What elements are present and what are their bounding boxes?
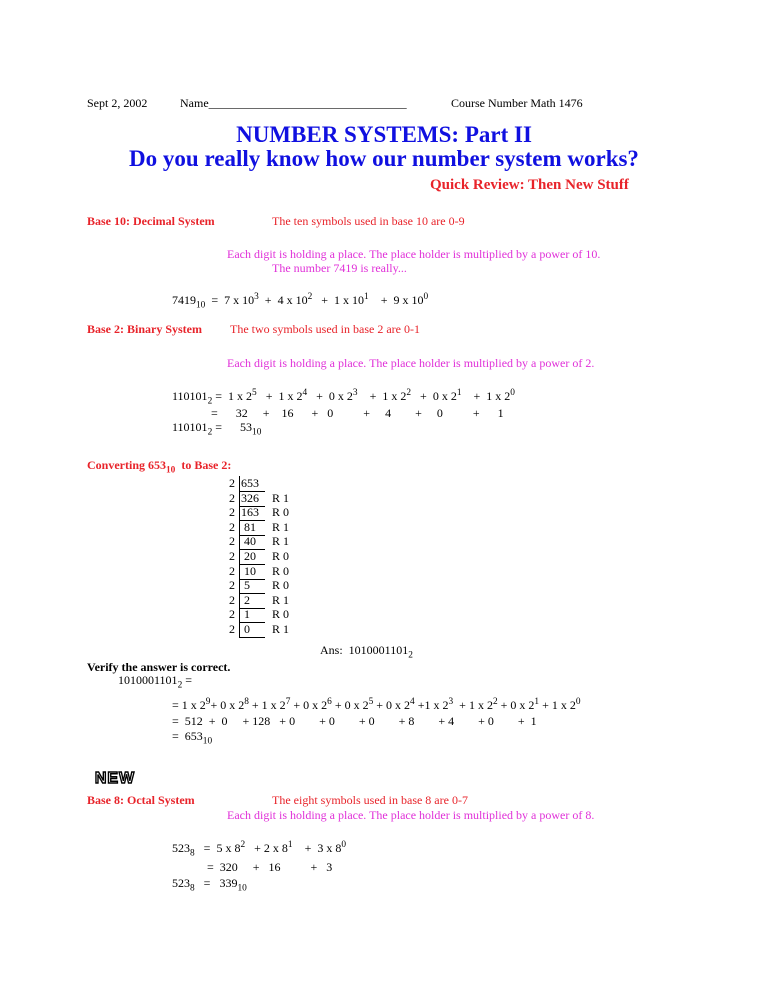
name-field: [180, 96, 407, 111]
remainder: R 0: [272, 607, 290, 622]
divisor: 2: [229, 578, 235, 593]
name-label: Name: [180, 96, 209, 110]
base10-desc-example: The number 7419 is really...: [272, 261, 407, 275]
course-number: Course Number Math 1476: [451, 96, 583, 110]
remainder: R 1: [272, 622, 290, 636]
base2-desc: Each digit is holding a place. The place holder is multiplied by a power of 2.: [227, 356, 595, 370]
quotient: 10: [239, 564, 265, 580]
page-subtitle-question: Do you really know how our number system works?: [129, 146, 639, 171]
new-badge-icon: [88, 769, 142, 786]
review-subtitle: Quick Review: Then New Stuff: [430, 177, 629, 193]
verify-result-base: 10: [202, 736, 213, 747]
verify-result-value: 653: [184, 729, 203, 743]
page-title: NUMBER SYSTEMS: Part II: [236, 122, 532, 147]
octal-result: $523_8 = 339_{10}$: [172, 876, 247, 894]
division-row: [229, 622, 265, 638]
quotient: 81: [239, 520, 265, 536]
verify-heading: Verify the answer is correct.: [87, 660, 231, 674]
conversion-heading-end: to Base 2:: [181, 458, 232, 472]
quotient: 653: [239, 476, 265, 492]
base10-symbols: The ten symbols used in base 10 are 0-9: [272, 214, 465, 228]
octal-result-value: 339: [219, 876, 238, 890]
octal-expansion: $523_8 = 5$ x $8^2 + 2$ x $8^1$ + 3 x $8^0$: [172, 840, 347, 859]
quotient: 5: [239, 578, 265, 594]
quotient: 20: [239, 549, 265, 565]
remainder: R 1: [272, 490, 290, 505]
remainder: R 0: [272, 505, 290, 520]
quotient: 0: [239, 622, 265, 638]
new-badge-text: NEW: [94, 770, 136, 786]
binary-expansion-result: $110101_2$ = $53_{10}$: [172, 420, 262, 438]
base10-desc: Each digit is holding a place. The place holder is multiplied by a power of 10.: [227, 247, 601, 261]
division-row: [229, 491, 265, 507]
quotient: 1: [239, 607, 265, 623]
base8-symbols: The eight symbols used in base 8 are 0-7: [272, 793, 468, 807]
base2-heading: Base 2: Binary System: [87, 322, 202, 336]
verify-values: = 512 + 0 + 128 + 0 + 0 + 0 + 8 + 4 + 0 + 1: [172, 714, 537, 728]
verify-number: [118, 673, 192, 690]
divisor: 2: [229, 476, 235, 490]
verify-equals: =: [185, 673, 193, 687]
quotient: 163: [239, 505, 265, 521]
division-row: [229, 476, 265, 492]
answer-base: 2: [408, 650, 413, 661]
name-line: _________________________________: [208, 96, 407, 110]
date: Sept 2, 2002: [87, 96, 148, 110]
division-row: [229, 505, 265, 521]
division-row: [229, 607, 265, 623]
quotient: 2: [239, 593, 265, 609]
base8-heading: Base 8: Octal System: [87, 793, 195, 807]
divisor: 2: [229, 505, 235, 520]
binary-expansion-line2: = 32 + 16 + 0 + 4 + 0 + 1: [172, 406, 504, 420]
remainder: R 1: [272, 534, 290, 549]
division-row: [229, 578, 265, 594]
quotient: 326: [239, 491, 265, 507]
verify-expansion: = 1 x $2^9+ 0$ x $2^8 + 1$ x $2^7 + 0$ x $2^6 + 0$ x $2^5 + 0$ x $2^4 +1$ x $2^3 + 1$ x $2^2 + 0$ x $2^1 + 1$ x $2^0$: [172, 697, 581, 713]
divisor: 2: [229, 592, 235, 607]
verify-number-value: 1010001101: [118, 673, 178, 687]
division-row: [229, 520, 265, 536]
remainder: R 1: [272, 519, 290, 534]
remainder: R 0: [272, 563, 290, 578]
divisor: 2: [229, 534, 235, 549]
base10-expansion: $7419_{10} = 7$ x $10^3 + 4$ x $10^2 + 1$ x $10^1$ + 9 x $10^0$: [172, 292, 429, 311]
remainder: R 1: [272, 592, 290, 607]
remainder: R 0: [272, 549, 290, 563]
octal-result-base: 10: [237, 883, 247, 894]
division-row: [229, 564, 265, 580]
conversion-number: 653: [148, 458, 166, 472]
division-row: [229, 593, 265, 609]
divisor: 2: [229, 622, 235, 636]
divisor: 2: [229, 549, 235, 563]
octal-base: 8: [190, 848, 195, 859]
conversion-heading-label: Converting: [87, 458, 145, 472]
octal-values: = 320 + 16 + 3: [207, 860, 333, 874]
verify-result: = $653_{10}$: [172, 729, 213, 747]
conversion-base: 10: [166, 465, 176, 476]
verify-number-base: 2: [177, 680, 183, 691]
quotient: 40: [239, 534, 265, 550]
octal-number: 523: [172, 841, 190, 856]
base8-desc: Each digit is holding a place. The place holder is multiplied by a power of 8.: [227, 808, 595, 822]
conversion-answer: [320, 643, 413, 660]
divisor: 2: [229, 519, 235, 534]
divisor: 2: [229, 607, 235, 622]
answer-value: 1010001101: [348, 643, 409, 657]
divisor: 2: [229, 490, 235, 505]
divisor: 2: [229, 563, 235, 578]
conversion-heading: [87, 458, 231, 475]
base10-heading: Base 10: Decimal System: [87, 214, 215, 228]
binary-expansion-line1: $110101_2 = 1$ x $2^5 + 1$ x $2^4 + 0$ x $2^3$ + 1 x $2^2 + 0$ x $2^1$ + 1 x $2^0$: [172, 388, 515, 407]
answer-label: Ans:: [320, 643, 343, 657]
division-row: [229, 534, 265, 550]
remainder: R 0: [272, 578, 290, 593]
division-row: [229, 549, 265, 565]
base2-symbols: The two symbols used in base 2 are 0-1: [230, 322, 420, 336]
